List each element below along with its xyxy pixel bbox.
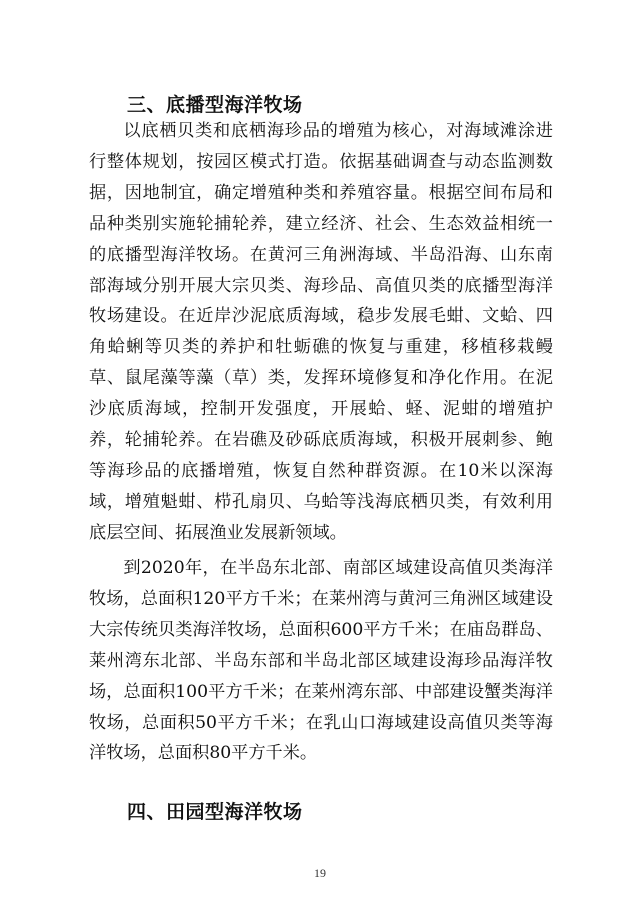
page-number: 19 <box>314 866 326 880</box>
body-paragraph-2020-targets: 到2020年，在半岛东北部、南部区域建设高值贝类海洋牧场，总面积120平方千米；在莱州湾与黄河三角洲区域建设大宗传统贝类海洋牧场，总面积600平方千米；在庙岛群岛、莱州湾东北部、半岛东部和半岛北部区域建设海珍品海洋牧场，总面积100平方千米；在莱州湾东部、中部建设蟹类海洋牧场，总面积50平方千米；在乳山口海域建设高值贝类等海洋牧场，总面积80平方千米。 <box>89 558 553 764</box>
section-heading-bottom-sowing-ranch: 三、底播型海洋牧场 <box>127 94 303 116</box>
body-paragraph-bottom-sowing: 以底栖贝类和底栖海珍品的增殖为核心，对海域滩涂进行整体规划，按园区模式打造。依据基础调查与动态监测数据，因地制宜，确定增殖种类和养殖容量。根据空间布局和品种类别实施轮捕轮养，建立经济、社会、生态效益相统一的底播型海洋牧场。在黄河三角洲海域、半岛沿海、山东南部海域分别开展大宗贝类、海珍品、高值贝类的底播型海洋牧场建设。在近岸沙泥底质海域，稳步发展毛蚶、文蛤、四角蛤蜊等贝类的养护和牡蛎礁的恢复与重建，移植移栽鳗草、鼠尾藻等藻（草）类，发挥环境修复和净化作用。在泥沙底质海域，控制开发强度，开展蛤、蛏、泥蚶的增殖护养，轮捕轮养。在岩礁及砂砾底质海域，积极开展刺参、鲍等海珍品的底播增殖，恢复自然种群资源。在10米以深海域，增殖魁蚶、栉孔扇贝、乌蛤等浅海底栖贝类，有效利用底层空间、拓展渔业发展新领域。 <box>89 121 553 543</box>
section-heading-pastoral-ranch: 四、田园型海洋牧场 <box>127 801 303 823</box>
